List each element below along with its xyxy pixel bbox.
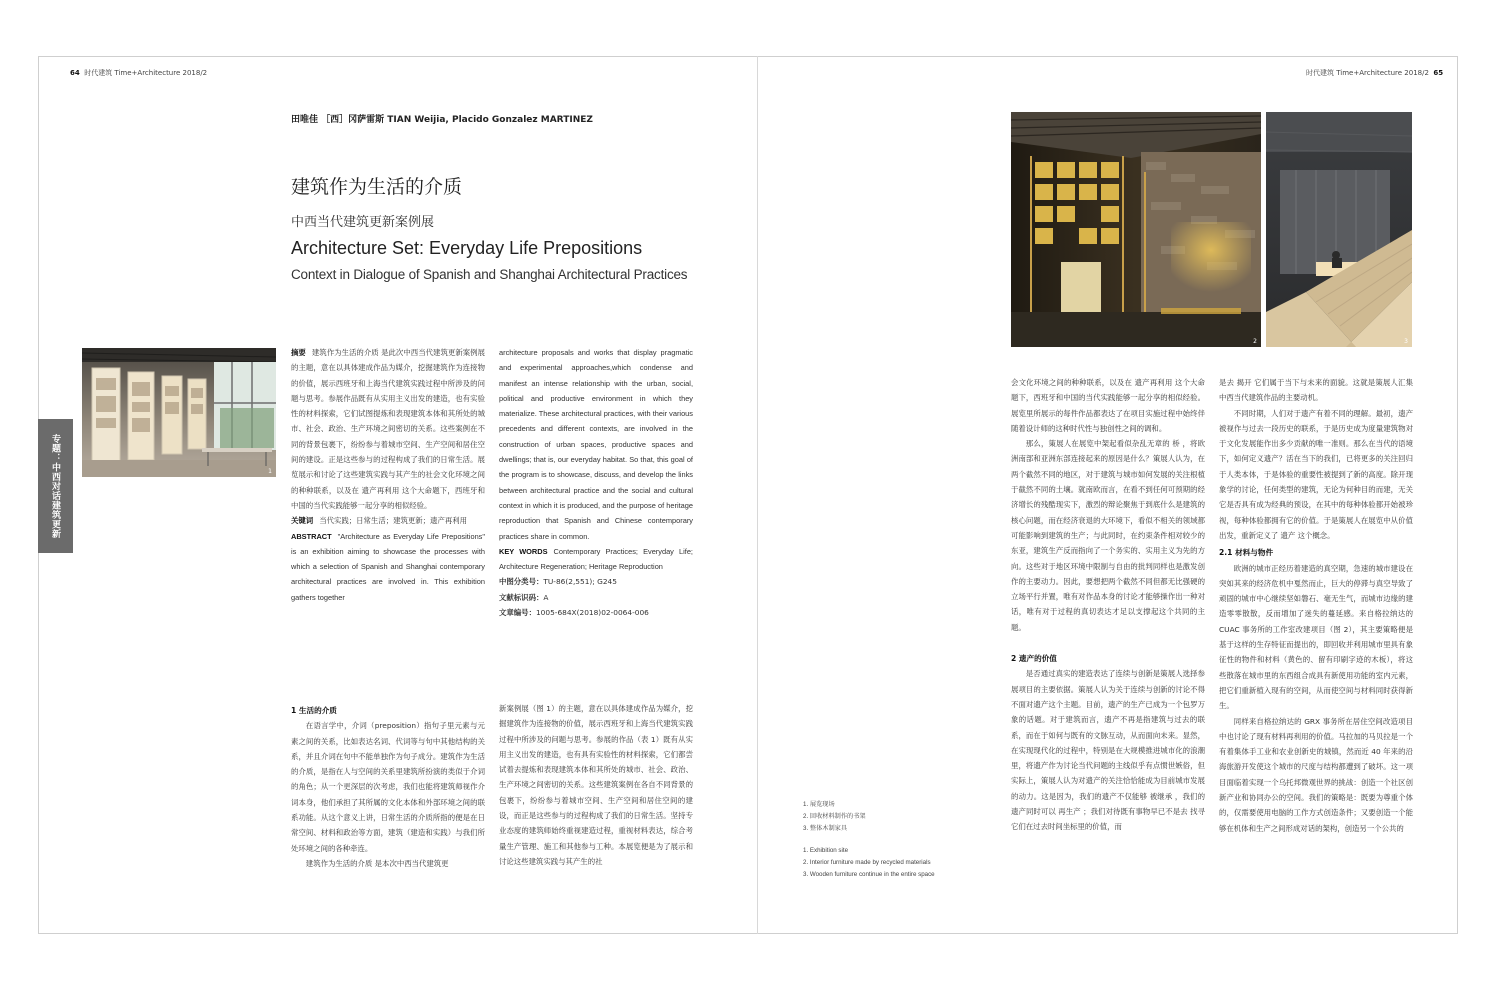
section-1-paragraph-2: 建筑作为生活的介质 是本次中西当代建筑更 [305,858,449,868]
article-number-label: 文章编号： [499,608,536,618]
section-1-paragraph-1: 在语言学中，介词（preposition）指句子里元素与元素之间的关系，比如表达名词、代词等与句中其他结构的关系，并且介词在句中不能单独作为句子成分。建筑作为生活的介质，是指在人与空间的关系里建筑所扮演的类似于介词的角色；从一个更深层的次考虑，我们也能将建筑师视作介词本身，他们承担了其所属的文化本体和外部环境之间的联系功能。从这个意义上讲，日常生活的介质所指的便是在日常空间、材料和政治等方面，建筑（建造和实践）与我们所处环境之间的各种牵连。 [291,721,485,853]
keywords-en-text: Contemporary Practices; Everyday Life; Architecture Regeneration; Heritage Reproduction [499,546,693,572]
right-col1-paragraph-2: 那么，策展人在展览中架起看似杂乱无章的 桥 ，将欧洲南部和亚洲东部连接起来的原因是什么？策展人认为，在两个截然不同的地区，对于建筑与城市如何发展的关注根植于截然不同的土壤。就南欧而言，在看不到任何可预期的经济增长的残酷现实下，激烈的辩论聚焦于到底什么是建筑的核心问题，而在经济衰退的大环境下，看似不相关的领域都可能影响到建筑的生产；与此同时，在约束条件相对较少的东亚，建筑生产反而指向了一个务实的、实用主义为先的方向。这些对于地区环境中限制与自由的批判同样也是激发创作的主要动力。因此，要想把两个截然不同但都无比强硬的立场平行并置，唯有对作品本身的讨论才能够操作出一种对话，唯有对于过程的真切表达才足以支撑起这个共同的主题。 [1011,439,1205,632]
subtitle-english: Context in Dialogue of Spanish and Shanghai Architectural Practices [291,267,688,282]
caption-en-3: 3. Wooden furniture continue in the entire space [803,870,935,878]
caption-cn-3: 3. 整体木制家具 [803,824,848,832]
title-english: Architecture Set: Everyday Life Prepositions [291,238,643,258]
figure-3-wooden-furniture-photo [1266,112,1412,347]
abstract-cn [291,345,485,513]
exhibition-photo-illustration [82,348,276,477]
caption-en-2: 2. Interior furniture made by recycled materials [803,858,931,866]
clc-number [499,574,693,589]
section-1-paragraph-3: 新案例展（图 1）的主题，意在以具体建成作品为媒介，挖掘建筑作为连接物的价值，展示西班牙和上海当代建筑实践过程中所涉及的问题与思考。参展的作品（表 1）既有从实用主义出发的建造，也有具有实验性的材料探索，它们都尝试着去提炼和表现建筑本体和其所处的城市、社会、政治、生产环境之间密切的关系。这些建筑案例在各自不同背景的包裹下，纷纷参与着城市空间、生产空间和居住空间的建设，而正是这些参与的过程构成了我们的日常生活。坚持专业态度的建筑师始终重视建造过程，重视材料表达，综合考量生产管理、施工和其他参与工种。本展览便是为了展示和讨论这些建筑实践与其产生的社 [499,704,693,866]
document-code-label: 文献标识码： [499,592,544,602]
section-side-tab [38,419,73,553]
left-page-number: 64 [70,69,80,77]
body-column-3 [1011,375,1205,887]
authors-line: 田唯佳 ［西］冈萨雷斯 TIAN Weijia, Placido Gonzalez MARTINEZ [291,115,593,125]
abstract-column-left [291,345,485,635]
section-2-1-paragraph-1: 欧洲的城市正经历着建造的真空期，急速的城市建设在突如其来的经济危机中戛然而止，巨大的停滞与真空导致了顽固的城市中心继续坚如磐石、毫无生气，而城市边缘的建造零零散散，反而增加了迷失的蔓延感。来自格拉纳达的 CUAC 事务所的工作室改建项目（图 2），其主要策略便是基于这样的生存特征而提出的，即回收并利用城市里具有象征性的物件和材料（黄色的、留有印刷字迹的木板），将这些散落在城市里的东西组合成具有新使用功能的室内元素，把它们重新植入现有的空间，从而使空间与材料同时获得新生。 [1219,563,1413,711]
document-code [499,590,693,605]
keywords-en [499,544,693,575]
bookshelf-photo-illustration [1011,112,1261,347]
section-2-paragraph-1: 是否通过真实的建造表达了连续与创新是策展人选择参展项目的主要依据。策展人认为关于连续与创新的讨论不得不面对遗产这个主题。目前，遗产的生产已成为一个包罗万象的话题。对于建筑而言，遗产不再是指建筑与过去的联系，而在于如何与既有的文脉互动，从而面向未来。显然，在实现现代化的过程中，特别是在大规模推进城市化的浪潮里，将遗产作为讨论当代问题的主线似乎有点惯世嫉俗，但实际上，策展人认为对遗产的关注恰恰能成为目前城市发展的动力。这是因为，我们的遗产不仅能够 被继承 ，我们的遗产同时可以 再生产 ；我们对待既有事物早已不是去 找寻 它们在过去时间坐标里的价值，而 [1011,669,1205,832]
caption-cn-1: 1. 展览现场 [803,801,835,808]
caption-cn-2: 2. 回收材料制作的书架 [803,812,866,820]
figure-2-number: 2 [1253,338,1257,345]
abstract-column-right [499,345,693,637]
left-journal-name: 时代建筑 Time+Architecture 2018/2 [84,69,208,77]
side-tab-label: 专题：中西对话建筑更新 [50,433,60,539]
right-col2-paragraph-2: 不同时期，人们对于遗产有着不同的理解。最初，遗产被视作与过去一段历史的联系，于是历史成为度量建筑物对于文化发展能作出多少贡献的唯一准则。那么在当代的语境下，如何定义遗产？活在当下的我们，已将更多的关注回归于人类本体，于是体验的重要性被提到了新的高度。除开现象学的讨论，任何类型的建筑，无论为何种目的而建，无关它是否具有成为经典的预设，在其中的每种体验都开始被珍视，每种体验都拥有它的价值。于是策展人在展览中从价值出发，重新定义了 遗产 这个概念。 [1219,408,1413,540]
keywords-en-label: KEY WORDS [499,546,548,556]
abstract-en-label: ABSTRACT [291,531,332,541]
abstract-cn-label: 摘要 [291,348,306,357]
section-2-1-heading: 2.1 材料与物件 [1219,548,1274,558]
clc-value: TU-86(2,551); G245 [543,577,617,587]
article-number [499,605,693,620]
figure-3-number: 3 [1404,338,1408,345]
right-col1-paragraph-1: 会文化环境之间的种种联系，以及在 遗产再利用 这个大命题下，西班牙和中国的当代实践能够一起分享的相似经验。展览里所展示的每件作品都表达了在项目实施过程中始终伴随着设计师的这种时代性与独创性之间的调和。 [1011,378,1205,433]
body-column-4 [1219,375,1413,887]
section-1-heading: 1 生活的介质 [291,706,337,715]
clc-label: 中图分类号： [499,577,544,587]
caption-en-1: 1. Exhibition site [803,847,849,854]
article-number-value: 1005-684X(2018)02-0064-006 [535,608,649,618]
right-page-number: 65 [1433,69,1444,77]
abstract-en-part1 [291,529,485,605]
keywords-cn-label: 关键词 [291,516,314,526]
body-column-2 [499,701,693,887]
abstract-en-text-1: "Architecture as Everyday Life Prepositions" is an exhibition aiming to showcase the processes with which a selection of Spanish and Shanghai contemporary architectural practices are involved in. This exhibition gathers together [291,531,485,602]
left-running-head [70,68,207,78]
keywords-cn-text: 当代实践；日常生活；建筑更新；遗产再利用 [319,516,468,526]
right-col2-paragraph-1: 是去 揭开 它们属于当下与未来的面貌。这就是策展人汇集中西当代建筑作品的主要动机。 [1219,378,1413,403]
body-column-1 [291,701,485,887]
figure-1-exhibition-photo [82,348,276,477]
figure-captions-chinese [803,799,866,834]
subtitle-chinese: 中西当代建筑更新案例展 [291,215,435,230]
figure-2-bookshelf-photo [1011,112,1261,347]
document-code-value: A [543,592,549,602]
keywords-cn [291,513,485,528]
right-journal-name: 时代建筑 Time+Architecture 2018/2 [1306,69,1429,77]
abstract-cn-text: 建筑作为生活的介质 是此次中西当代建筑更新案例展的主题，意在以具体建成作品为媒介，挖掘建筑作为连接物的价值，展示西班牙和上海当代建筑实践过程中所涉及的问题与思考。参展作品既有从实用主义出发的建造，也有实验性的材料探索，它们试图提炼和表现建筑本体和其所处的城市、社会、政治、生产环境之间密切的关系。这些案例在不同的背景包裹下，纷纷参与着城市空间、生产空间和居住空间的建设。正是这些参与的过程构成了我们的日常生活。展览展示和讨论了这些建筑实践与其产生的社会文化环境之间的种种联系，以及在 遗产再利用 这个大命题下，西班牙和中国的当代实践能够一起分享的相似经验。 [291,348,485,510]
title-chinese: 建筑作为生活的介质 [291,176,463,198]
figure-1-number: 1 [268,468,272,475]
abstract-en-text-2: architecture proposals and works that display pragmatic and experimental approaches,which condense and manifest an intense relationship with the urban, social, political and productive environment in which they materialize. These architectural practices, with their various precedents and different contexts, are involved in the construction of urban spaces, productive spaces and dwellings; that is, our everyday habitat. So that, this goal of the program is to showcase, discuss, and develop the links between architectural practice and the social and cultural context in which it is produced, and the purpose of heritage reproduction that Spanish and Chinese contemporary practices share in common. [499,348,693,541]
section-2-1-paragraph-2: 同样来自格拉纳达的 GRX 事务所在居住空间改造项目中也讨论了现有材料再利用的价值。马拉加的马贝拉是一个有着集体手工业和农业创新史的城镇，然而近 40 年来的沿海旅游开发使这个城市的尺度与结构都遭到了破坏。这一项目面临着实现一个乌托邦微观世界的挑战：创造一个社区创新产业和协同办公的空间。我们的策略是：既要为尊重个体的，仅需要使用电脑的工作方式创造条件；又要创造一个能够在机体和生产之间形成对话的架构，创造另一个公共的 [1219,716,1413,833]
wooden-furniture-photo-illustration [1266,112,1412,347]
section-2-heading: 2 遗产的价值 [1011,654,1057,664]
figure-captions-english [803,845,935,880]
right-running-head [1306,68,1443,78]
page-gutter [757,56,758,934]
